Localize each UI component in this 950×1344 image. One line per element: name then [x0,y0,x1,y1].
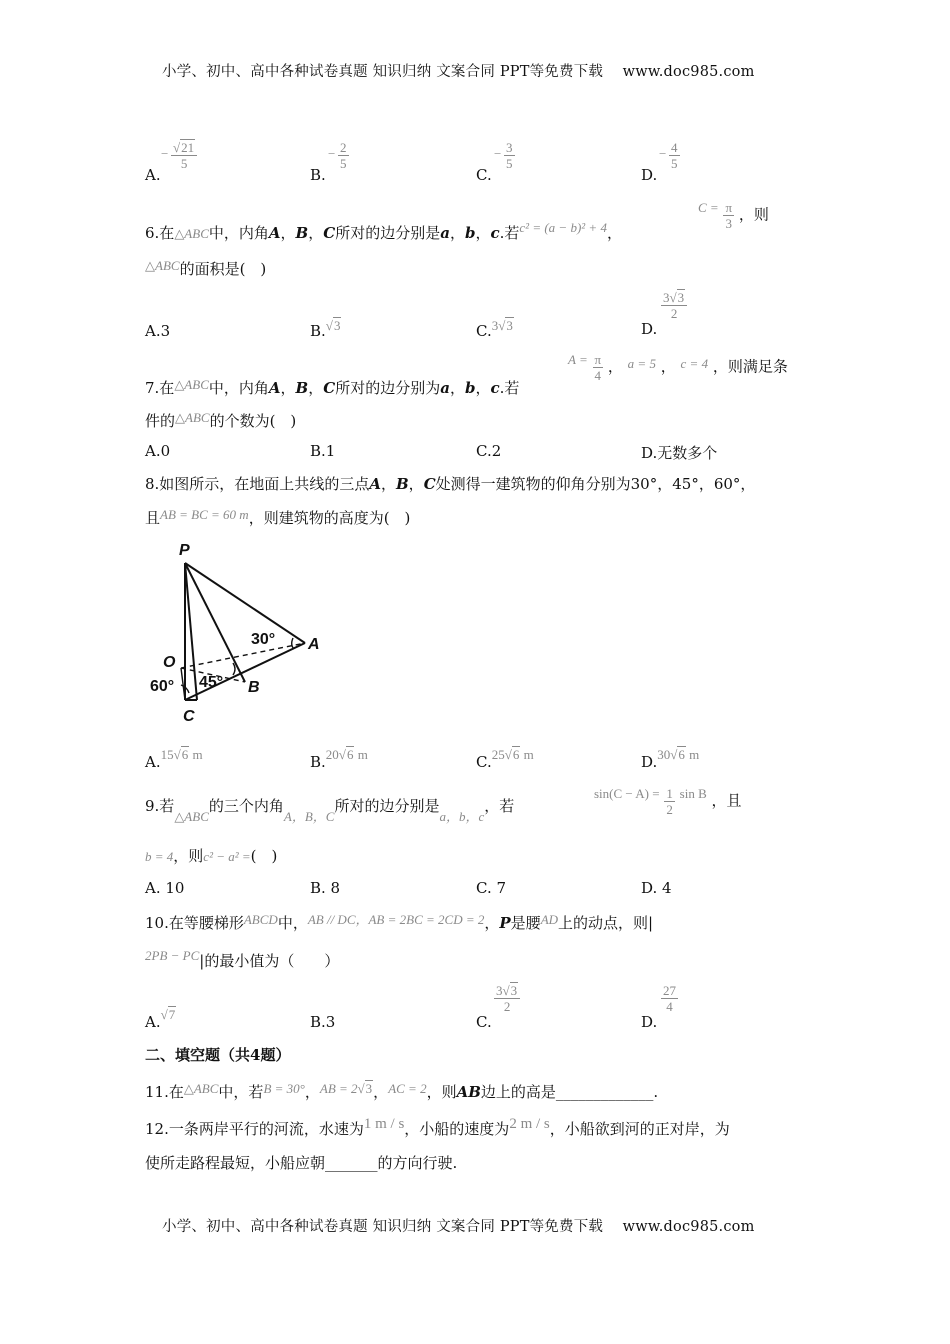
page-footer: 小学、初中、高中各种试卷真题 知识归纳 文案合同 PPT等免费下载 www.doc985.com [162,1219,755,1235]
q10-line2: 2PB − PC|的最小值为（ ） [145,948,340,970]
label-a: A [308,636,320,653]
q9-line2: b = 4，则c² − a² =( ) [145,847,278,865]
q8-line2: 且AB = BC = 60 m，则建筑物的高度为( ) [145,507,411,527]
q9-option-a: A. 10 [145,879,185,897]
q11-line: 11.在△ABC中，若B = 30°，AB = 2√3，AC = 2，则AB边上的高是_____________. [145,1081,659,1101]
q6-option-c: C.3√3 [476,318,513,340]
q8-line1: 8.如图所示，在地面上共线的三点A，B，C处测得一建筑物的仰角分别为30°，45°，60°， [145,475,756,493]
q10-line1: 10.在等腰梯形ABCD中，AB // DC，AB = 2BC = 2CD = 2，P是腰AD上的动点，则| [145,912,654,932]
q7-line1: 7.在△ABC中，内角A，B，C所对的边分别为a，b，c.若 [145,377,520,397]
q7-option-c: C.2 [476,442,502,460]
q6-angle-c-condition: C = $\frac{\pi}{3}$ ，则 [698,199,769,231]
q8-option-d: D.30√6 m [641,747,700,771]
q9-line1: 9.若△ABC的三个内角A，B，C所对的边分别是a，b，c，若 [145,797,515,824]
q10-option-a: A.√7 [145,1007,176,1031]
dashed-oa [181,643,305,668]
q5-b-fraction: $\frac{2}{5}$ [340,140,347,171]
q6-line1: 6.在△ABC中，内角A，B，C所对的边分别是a，b，c.若c² = (a − b)² + 4， [145,220,622,242]
q12-line2: 使所走路程最短，小船应朝_______的方向行驶. [145,1154,458,1172]
label-p: P [179,542,190,559]
q6-option-a: A.3 [145,322,171,340]
label-30deg: 30° [251,631,276,648]
q6-option-b: B.√3 [310,318,341,340]
q8-option-b: B.20√6 m [310,747,368,771]
edge-pa [185,563,305,643]
label-o: O [163,654,176,671]
q8-option-a: A.15√6 m [145,747,203,771]
q10-option-b: B.3 [310,1013,336,1031]
q5-d-fraction: $\frac{4}{5}$ [671,140,678,171]
q9-condition: sin(C − A) = $\frac{1}{2}$ sin B ，且 [594,785,742,817]
q7-option-a: A.0 [145,442,171,460]
edge-ca [185,643,305,700]
q6-line2: △ABC的面积是( ) [145,258,267,278]
label-b: B [248,679,260,696]
label-60deg: 60° [150,678,175,695]
q7-option-b: B.1 [310,442,336,460]
q7-condition: A = $\frac{\pi}{4}$ ， a = 5 ， c = 4 ，则满足条 [568,351,788,383]
q12-line1: 12.一条两岸平行的河流，水速为1 m / s，小船的速度为2 m / s，小船欲到河的正对岸，为 [145,1116,730,1138]
label-c: C [183,708,195,725]
angle45-arc [233,663,235,675]
q5-a-fraction: $\frac{√21}{5}$ [171,140,197,171]
q9-option-b: B. 8 [310,879,341,897]
q7-option-d: D.无数多个 [641,444,718,462]
q7-line2: 件的△ABC的个数为( ) [145,410,297,430]
page-header: 小学、初中、高中各种试卷真题 知识归纳 文案合同 PPT等免费下载 www.doc985.com [162,64,755,80]
q9-option-d: D. 4 [641,879,672,897]
q8-option-c: C.25√6 m [476,747,534,771]
q9-option-c: C. 7 [476,879,507,897]
q8-pyramid-figure [145,535,335,730]
section-fill-in-title: 二、填空题（共4题） [145,1046,291,1064]
label-45deg: 45° [199,674,224,691]
q5-c-fraction: $\frac{3}{5}$ [506,140,513,171]
